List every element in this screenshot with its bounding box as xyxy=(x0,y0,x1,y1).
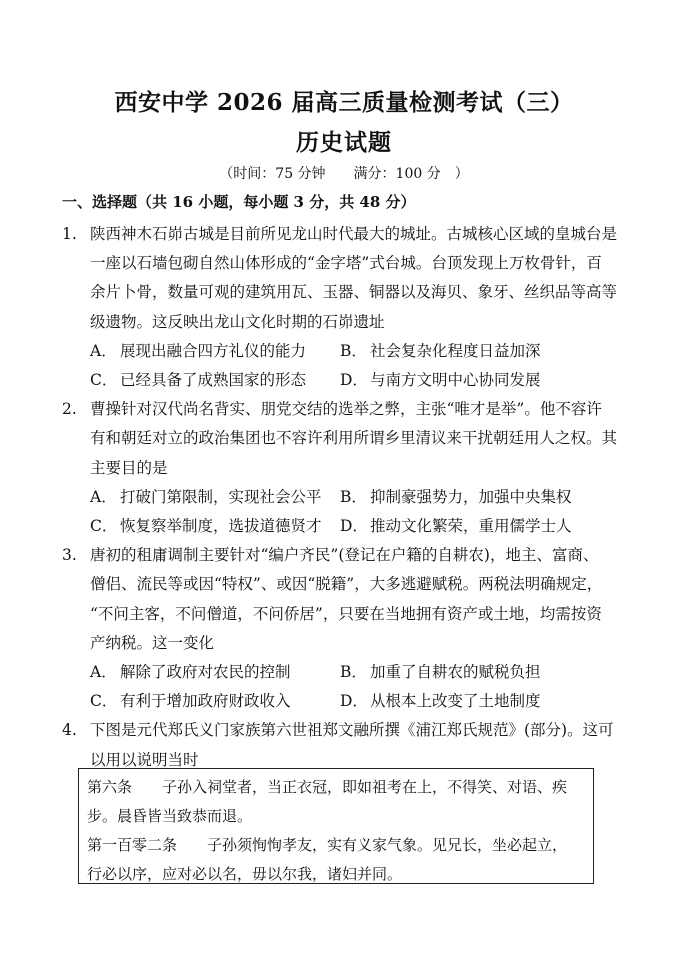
option-c[interactable] xyxy=(90,366,340,395)
option-text: 推动文化繁荣，重用儒学士人 xyxy=(370,517,572,536)
option-letter: C． xyxy=(90,371,118,390)
question-2 xyxy=(62,395,652,541)
option-letter: C． xyxy=(90,517,118,536)
question-stem-line: 余片卜骨，数量可观的建筑用瓦、玉器、铜器以及海贝、象牙、丝织品等高等 xyxy=(90,283,618,302)
option-letter: B． xyxy=(340,663,367,682)
option-text: 加重了自耕农的赋税负担 xyxy=(370,663,541,682)
option-d[interactable] xyxy=(340,366,590,395)
option-text: 解除了政府对农民的控制 xyxy=(120,663,291,682)
option-letter: B． xyxy=(340,341,367,360)
question-stem-line xyxy=(62,220,652,249)
question-1 xyxy=(62,220,652,395)
option-b[interactable] xyxy=(340,658,590,687)
source-line: 行必以序，应对必以名，毋以尔我，诸妇并同。 xyxy=(87,865,403,883)
source-line: 第一百零二条 子孙须恂恂孝友，实有义家气象。见兄长，坐必起立， xyxy=(87,836,568,854)
question-stem-line: 主要目的是 xyxy=(90,458,168,477)
option-letter: D． xyxy=(340,371,368,390)
option-text: 有利于增加政府财政收入 xyxy=(120,692,291,711)
option-letter: C． xyxy=(90,692,118,711)
option-letter: A． xyxy=(90,663,117,682)
source-material-box xyxy=(78,768,594,884)
question-stem-line: 以用以说明当时 xyxy=(90,750,199,769)
option-c[interactable] xyxy=(90,512,340,541)
option-letter: B． xyxy=(340,487,367,506)
option-b[interactable] xyxy=(340,483,590,512)
exam-meta: （时间：75 分钟 满分：100 分 ） xyxy=(219,166,469,182)
question-stem-line: 僧侣、流民等或因“特权”、或因“脱籍”，大多逃避赋税。两税法明确规定， xyxy=(90,575,603,594)
section-heading: 一、选择题（共 16 小题，每小题 3 分，共 48 分） xyxy=(62,193,416,211)
question-number: 1. xyxy=(62,225,77,243)
question-stem-line: 一座以石墙包砌自然山体形成的“金字塔”式台城。台顶发现上万枚骨针，百 xyxy=(90,254,602,273)
question-stem-line: 级遗物。这反映出龙山文化时期的石峁遗址 xyxy=(90,312,385,331)
option-d[interactable] xyxy=(340,687,590,716)
subject-title: 历史试题 xyxy=(296,129,392,156)
questions-list xyxy=(62,220,652,775)
option-text: 恢复察举制度，选拔道德贤才 xyxy=(120,517,322,536)
option-text: 已经具备了成熟国家的形态 xyxy=(120,371,307,390)
option-letter: A． xyxy=(90,487,117,506)
option-c[interactable] xyxy=(90,687,340,716)
options xyxy=(62,483,652,541)
option-b[interactable] xyxy=(340,337,590,366)
option-d[interactable] xyxy=(340,512,590,541)
option-text: 抑制豪强势力，加强中央集权 xyxy=(370,487,572,506)
question-stem-line: 有和朝廷对立的政治集团也不容许利用所谓乡里清议来干扰朝廷用人之权。其 xyxy=(90,429,618,448)
option-letter: D． xyxy=(340,517,368,536)
question-stem-text: 唐初的租庸调制主要针对“编户齐民”(登记在户籍的自耕农)，地主、富商、 xyxy=(90,546,599,565)
option-text: 与南方文明中心协同发展 xyxy=(370,371,541,390)
exam-title: 西安中学 2026 届高三质量检测考试（三） xyxy=(114,89,574,116)
question-stem-line xyxy=(62,395,652,424)
option-letter: D． xyxy=(340,692,368,711)
question-stem-text: 曹操针对汉代尚名背实、朋党交结的选举之弊，主张“唯才是举”。他不容许 xyxy=(90,400,602,419)
options xyxy=(62,337,652,395)
question-number: 4. xyxy=(62,721,77,740)
source-line: 步。晨昏皆当致恭而退。 xyxy=(87,807,253,825)
option-letter: A． xyxy=(90,341,117,360)
question-stem-text: 下图是元代郑氏义门家族第六世祖郑文融所撰《浦江郑氏规范》(部分)。这可 xyxy=(90,721,614,740)
question-stem-line: “不问主客，不问僧道，不问侨居”，只要在当地拥有资产或土地，均需按资 xyxy=(90,604,602,623)
option-text: 社会复杂化程度日益加深 xyxy=(370,341,541,360)
option-text: 打破门第限制，实现社会公平 xyxy=(120,487,322,506)
question-number: 2. xyxy=(62,400,77,419)
option-text: 展现出融合四方礼仪的能力 xyxy=(120,341,307,360)
question-stem-line: 产纳税。这一变化 xyxy=(90,633,215,652)
option-a[interactable] xyxy=(90,337,340,366)
option-a[interactable] xyxy=(90,483,340,512)
options xyxy=(62,658,652,716)
question-stem-line xyxy=(62,541,652,570)
question-number: 3. xyxy=(62,546,77,565)
option-a[interactable] xyxy=(90,658,340,687)
question-3 xyxy=(62,541,652,716)
question-stem-text: 陕西神木石峁古城是目前所见龙山时代最大的城址。古城核心区域的皇城台是 xyxy=(90,225,618,243)
option-text: 从根本上改变了土地制度 xyxy=(370,692,541,711)
source-line: 第六条 子孙入祠堂者，当正衣冠，即如祖考在上，不得笑、对语、疾 xyxy=(87,778,568,796)
question-4 xyxy=(62,716,652,774)
question-stem-line xyxy=(62,716,652,745)
